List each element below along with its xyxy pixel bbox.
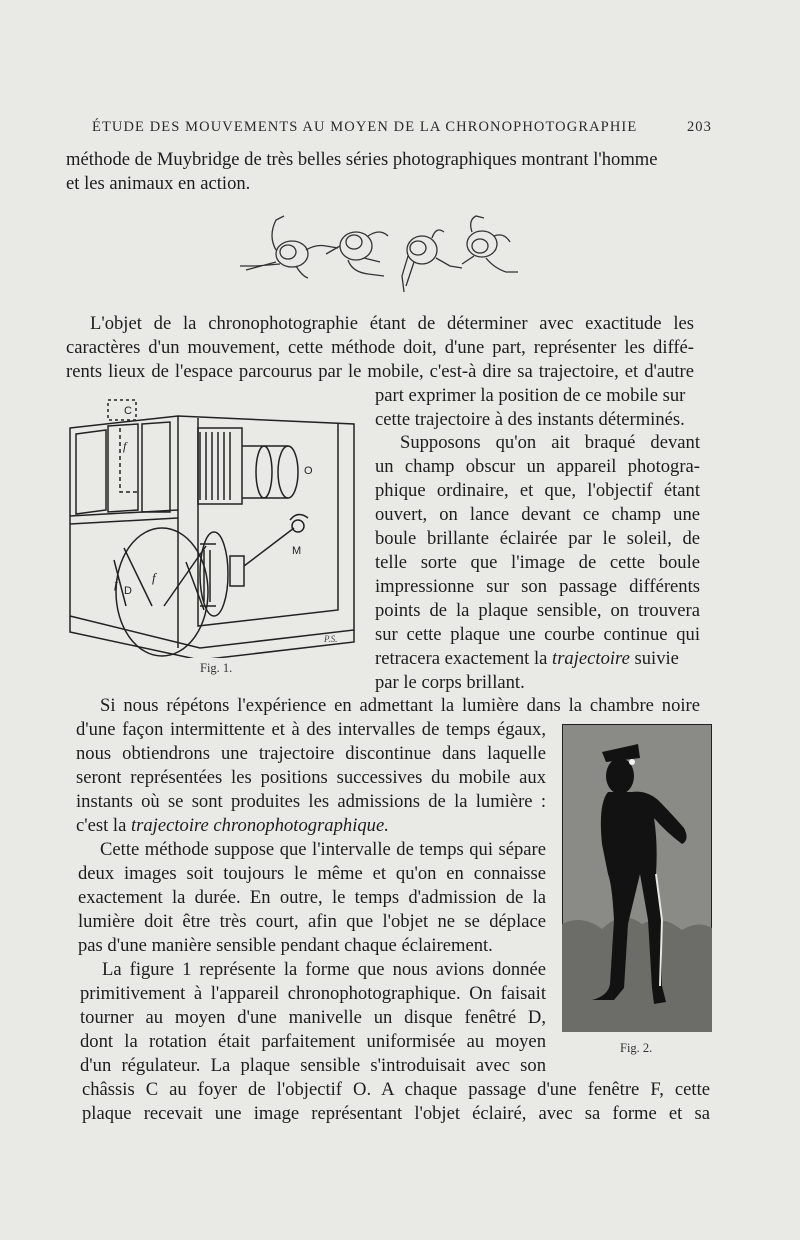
fig1-label-f-top: f bbox=[123, 439, 127, 453]
text-line: plaque recevait une image représentant l'objet éclairé, avec sa forme et sa bbox=[82, 1103, 710, 1124]
figure-1 bbox=[240, 216, 338, 278]
text-line: deux images soit toujours le même et qu'on en connaisse bbox=[78, 863, 546, 884]
text-line: méthode de Muybridge de très belles séries photographiques montrant l'homme bbox=[66, 149, 658, 170]
text-line: exactement la durée. En outre, le temps d'admission de la bbox=[78, 887, 546, 908]
text-line bbox=[76, 814, 389, 838]
running-head bbox=[92, 119, 712, 136]
text-line: rents lieux de l'espace parcourus par le mobile, c'est-à dire sa trajectoire, et d'autre bbox=[66, 361, 694, 382]
text-line: seront représentées les positions successives du mobile aux bbox=[76, 767, 546, 788]
text-line: ouvert, on lance devant ce champ une bbox=[375, 504, 700, 525]
text-line: tourner au moyen d'une manivelle un disque fenêtré D, bbox=[80, 1007, 546, 1028]
text-line: primitivement à l'appareil chronophotographique. On faisait bbox=[80, 983, 546, 1004]
text-line: Si nous répétons l'expérience en admettant la lumière dans la chambre noire bbox=[100, 695, 700, 716]
text-italic: trajectoire bbox=[552, 648, 630, 669]
text-italic: trajectoire chronophotographique. bbox=[130, 815, 389, 836]
text-line: nous obtiendrons une trajectoire discontinue dans laquelle bbox=[76, 743, 546, 764]
text-line: dont la rotation était parfaitement uniformisée au moyen bbox=[80, 1031, 546, 1052]
fig1-label-c: C bbox=[124, 405, 132, 417]
text-segment: c'est la bbox=[76, 815, 131, 836]
text-line: Supposons qu'on ait braqué devant bbox=[400, 432, 700, 453]
text-line: part exprimer la position de ce mobile sur bbox=[375, 385, 686, 406]
fig2-caption: Fig. 2. bbox=[620, 1041, 653, 1055]
running-head-title: ÉTUDE DES MOUVEMENTS AU MOYEN DE LA CHRONOPHOTOGRAPHIE bbox=[92, 119, 638, 135]
text-line: points de la plaque sensible, on trouvera bbox=[375, 600, 700, 621]
text-line: d'une façon intermittente et à des intervalles de temps égaux, bbox=[76, 719, 546, 740]
text-line: boule brillante éclairée par le soleil, de bbox=[375, 528, 700, 549]
fig1-label-f-right: f bbox=[152, 570, 156, 585]
figure-4 bbox=[462, 216, 518, 272]
text-line: et les animaux en action. bbox=[66, 173, 251, 194]
text-line: d'un régulateur. La plaque sensible s'introduisait avec son bbox=[80, 1055, 546, 1076]
fig1-label-o: O bbox=[304, 465, 313, 477]
text-line: par le corps brillant. bbox=[375, 672, 525, 693]
text-segment: retracera exactement la bbox=[375, 648, 553, 669]
text-line: phique ordinaire, et que, l'objectif étant bbox=[375, 480, 700, 501]
text-line: châssis C au foyer de l'objectif O. A chaque passage d'une fenêtre F, cette bbox=[82, 1079, 710, 1100]
figure-1-apparatus bbox=[66, 392, 362, 658]
text-line: impressionne sur son passage différents bbox=[375, 576, 700, 597]
text-line: L'objet de la chronophotographie étant de déterminer avec exactitude les bbox=[90, 313, 694, 334]
text-line: un champ obscur un appareil photogra- bbox=[375, 456, 700, 477]
text-line bbox=[375, 647, 700, 671]
fig1-caption: Fig. 1. bbox=[200, 661, 233, 675]
text-line: caractères d'un mouvement, cette méthode doit, d'une part, représenter les diffé- bbox=[66, 337, 694, 358]
page-number: 203 bbox=[686, 119, 712, 135]
fig1-label-m: M bbox=[292, 545, 302, 557]
fig1-signature: P.S. bbox=[324, 634, 338, 644]
figure-2 bbox=[326, 232, 388, 276]
text-line: La figure 1 représente la forme que nous avions donnée bbox=[102, 959, 546, 980]
text-line: lumière doit être très court, afin que l'objet ne se déplace bbox=[78, 911, 546, 932]
figure-2-photograph bbox=[562, 724, 712, 1032]
text-line: telle sorte que l'image de cette boule bbox=[375, 552, 700, 573]
fig1-label-f-left: f bbox=[114, 576, 118, 591]
text-line: cette trajectoire à des instants déterminés. bbox=[375, 409, 685, 430]
text-line: sur cette plaque une courbe continue qui bbox=[375, 624, 700, 645]
text-line: pas d'une manière sensible pendant chaque éclairement. bbox=[78, 935, 493, 956]
fig1-label-d: D bbox=[124, 585, 132, 597]
muybridge-figure bbox=[236, 206, 522, 306]
text-line: instants où se sont produites les admissions de la lumière : bbox=[76, 791, 546, 812]
figure-3 bbox=[402, 230, 462, 292]
marker-point bbox=[629, 759, 635, 765]
text-segment: suivie bbox=[629, 648, 679, 669]
text-line: Cette méthode suppose que l'intervalle de temps qui sépare bbox=[100, 839, 546, 860]
